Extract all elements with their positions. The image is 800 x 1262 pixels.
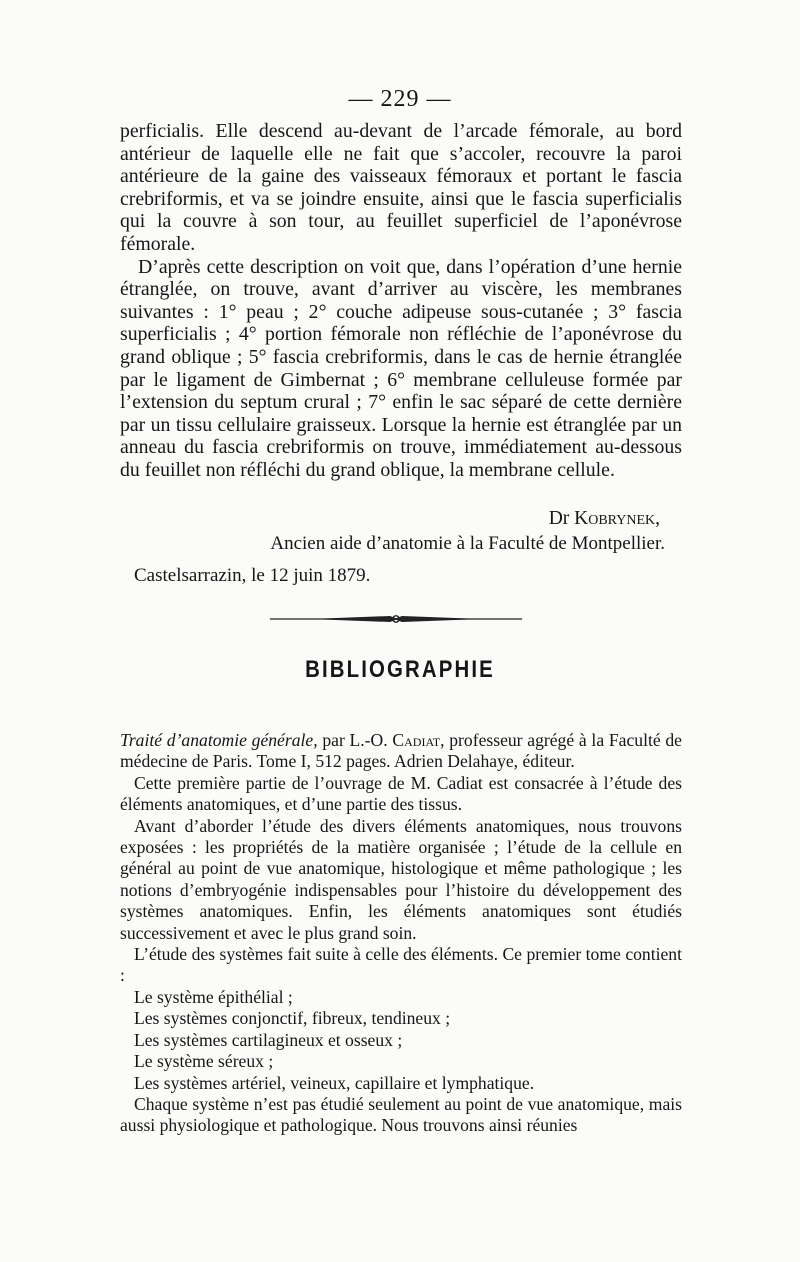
- page-number: — 229 —: [348, 86, 452, 112]
- article-paragraph: perficialis. Elle descend au-devant de l’arcade fémorale, au bord antérieur de laquelle elle ne fait que s’accoler, recouvre la paroi antérieure de la gaine des vaisseaux fémoraux et portant le fascia crebriformis, et va se joindre ensuite, ainsi que le fascia superficialis qui la couvre à son tour, au feuillet superficiel de l’aponévrose fémorale.: [120, 120, 682, 255]
- list-item: Le système épithélial ;: [134, 986, 293, 1007]
- list-item: Les systèmes conjonctif, fibreux, tendineux ;: [134, 1008, 451, 1029]
- list-item: Les systèmes cartilagineux et osseux ;: [134, 1029, 403, 1050]
- bibliography-body: [120, 730, 682, 1137]
- article-body: [120, 120, 682, 482]
- signature-prefix: Dr: [548, 508, 575, 529]
- author-signature: [120, 508, 660, 530]
- section-heading: BIBLIOGRAPHIE: [305, 656, 495, 683]
- author-affiliation: Ancien aide d’anatomie à la Faculté de Montpellier.: [270, 533, 665, 554]
- review-paragraph: L’étude des systèmes fait suite à celle des éléments. Ce premier tome contient :: [120, 944, 682, 986]
- article-paragraph: D’après cette description on voit que, dans l’opération d’une hernie étranglée, on trouve, avant d’arriver au viscère, les membranes suivantes : 1° peau ; 2° couche adipeuse sous-cutanée ; 3° fascia superficialis ; 4° portion fémorale non réfléchie de l’aponévrose du grand oblique ; 5° fascia crebriformis, dans le cas de hernie étranglée par le ligament de Gimbernat ; 6° membrane celluleuse formée par l’extension du septum crural ; 7° enfin le sac séparé de cette dernière par un tissu cellulaire graisseux. Lorsque la hernie est étranglée par un anneau du fascia crebriformis on trouve, immédiatement au-dessous du feuillet non réfléchi du grand oblique, la membrane cellule.: [120, 255, 682, 481]
- section-divider-ornament: [270, 612, 522, 626]
- list-item: Les systèmes artériel, veineux, capillaire et lymphatique.: [134, 1072, 535, 1093]
- review-paragraph: Cette première partie de l’ouvrage de M. Cadiat est consacrée à l’étude des éléments anatomiques, et d’une partie des tissus.: [120, 772, 682, 815]
- reference-author: Cadiat,: [392, 730, 445, 750]
- bibliography-reference: [120, 730, 682, 773]
- review-paragraph: Avant d’aborder l’étude des divers éléments anatomiques, nous trouvons exposées : les propriétés de la matière organisée ; l’étude de la cellule en général au point de vue anatomique, histologique et même pathologique ; les notions d’embryogénie indispensables pour l’histoire du développement des systèmes anatomiques. Enfin, les éléments anatomiques sont étudiés successivement et avec le plus grand soin.: [120, 815, 682, 943]
- place-date: Castelsarrazin, le 12 juin 1879.: [134, 565, 371, 586]
- review-paragraph: Chaque système n’est pas étudié seulement au point de vue anatomique, mais aussi physiologique et pathologique. Nous trouvons ainsi réunies: [120, 1093, 682, 1136]
- reference-by: par L.-O.: [317, 730, 393, 750]
- list-item: Le système séreux ;: [134, 1051, 274, 1072]
- reference-details: professeur agrégé à la Faculté de médecine de Paris. Tome I, 512 pages. Adrien Delahaye, éditeur.: [120, 730, 682, 772]
- reference-title: Traité d’anatomie générale,: [120, 730, 318, 750]
- signature-name: Kobrynek,: [574, 508, 660, 529]
